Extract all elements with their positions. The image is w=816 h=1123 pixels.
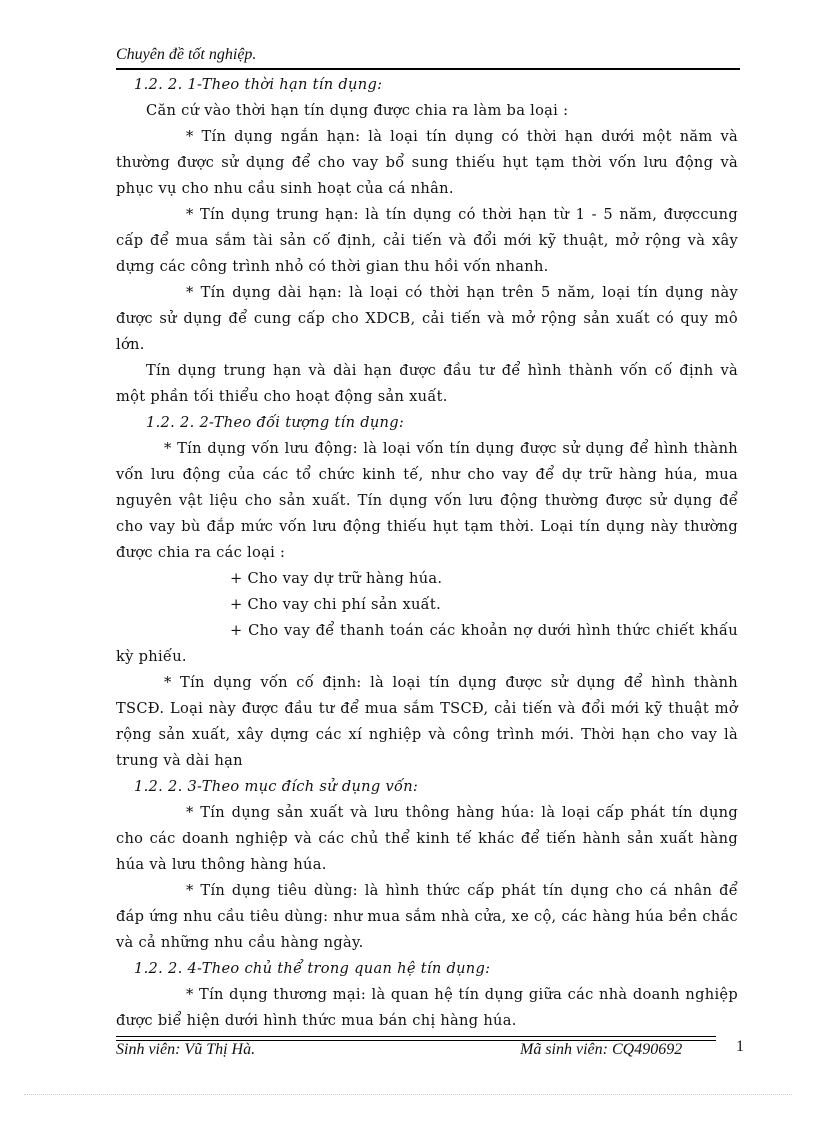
footer-divider xyxy=(116,1036,716,1037)
section-heading-1: 1.2. 2. 1-Theo thời hạn tín dụng: xyxy=(134,76,383,93)
page-header-title: Chuyên đề tốt nghiệp. xyxy=(116,46,257,63)
list-item: + Cho vay dự trữ hàng húa. xyxy=(230,570,443,587)
list-item: + Cho vay chi phí sản xuất. xyxy=(230,596,442,613)
paragraph: * Tín dụng vốn lưu động: là loại vốn tín dụng được sử dụng để hình thành vốn lưu động của các tổ chức kinh tế, như cho vay để dự trữ hàng húa, mua nguyên vật liệu cho sản xuất. Tín dụng vốn lưu động thường được sử dụng để cho vay bù đắp mức vốn lưu động thiếu hụt tạm thời. Loại tín dụng này thường được chia ra các loại : xyxy=(116,440,738,561)
section-heading-2: 1.2. 2. 2-Theo đối tượng tín dụng: xyxy=(146,414,405,431)
page-boundary xyxy=(24,1094,792,1095)
footer-student-id: Mã sinh viên: CQ490692 xyxy=(520,1041,683,1058)
page-number: 1 xyxy=(736,1038,744,1055)
paragraph: Căn cứ vào thời hạn tín dụng được chia ra làm ba loại : xyxy=(146,102,569,119)
section-heading-3: 1.2. 2. 3-Theo mục đích sử dụng vốn: xyxy=(134,778,419,795)
footer-student-name: Sinh viên: Vũ Thị Hà. xyxy=(116,1041,256,1058)
header-divider xyxy=(116,68,740,70)
section-heading-4: 1.2. 2. 4-Theo chủ thể trong quan hệ tín dụng: xyxy=(134,960,491,977)
paragraph: * Tín dụng tiêu dùng: là hình thức cấp phát tín dụng cho cá nhân để đáp ứng nhu cầu tiêu dùng: như mua sắm nhà cửa, xe cộ, các hàng húa bền chắc và cả những nhu cầu hàng ngày. xyxy=(116,882,738,951)
paragraph: * Tín dụng dài hạn: là loại có thời hạn trên 5 năm, loại tín dụng này được sử dụng để cung cấp cho XDCB, cải tiến và mở rộng sản xuất có quy mô lớn. xyxy=(116,284,738,353)
paragraph: * Tín dụng vốn cố định: là loại tín dụng được sử dụng để hình thành TSCĐ. Loại này được đầu tư để mua sắm TSCĐ, cải tiến và đổi mới kỹ thuật mở rộng sản xuất, xây dựng các xí nghiệp và công trình mới. Thời hạn cho vay là trung và dài hạn xyxy=(116,674,738,769)
paragraph: * Tín dụng sản xuất và lưu thông hàng húa: là loại cấp phát tín dụng cho các doanh nghiệp và các chủ thể kinh tế khác để tiến hành sản xuất hàng húa và lưu thông hàng húa. xyxy=(116,804,738,873)
paragraph: * Tín dụng thương mại: là quan hệ tín dụng giữa các nhà doanh nghiệp được biể hiện dưới hình thức mua bán chị hàng húa. xyxy=(116,986,738,1029)
paragraph: * Tín dụng trung hạn: là tín dụng có thời hạn từ 1 - 5 năm, đượccung cấp để mua sắm tài sản cố định, cải tiến và đổi mới kỹ thuật, mở rộng và xây dựng các công trình nhỏ có thời gian thu hồi vốn nhanh. xyxy=(116,206,738,275)
document-body xyxy=(116,72,738,1034)
paragraph: * Tín dụng ngắn hạn: là loại tín dụng có thời hạn dưới một năm và thường được sử dụng để cho vay bổ sung thiếu hụt tạm thời vốn lưu động và phục vụ cho nhu cầu sinh hoạt của cá nhân. xyxy=(116,128,738,197)
list-item: + Cho vay để thanh toán các khoản nợ dưới hình thức chiết khấu kỳ phiếu. xyxy=(116,622,738,665)
paragraph: Tín dụng trung hạn và dài hạn được đầu tư để hình thành vốn cố định và một phần tối thiểu cho hoạt động sản xuất. xyxy=(116,362,738,405)
